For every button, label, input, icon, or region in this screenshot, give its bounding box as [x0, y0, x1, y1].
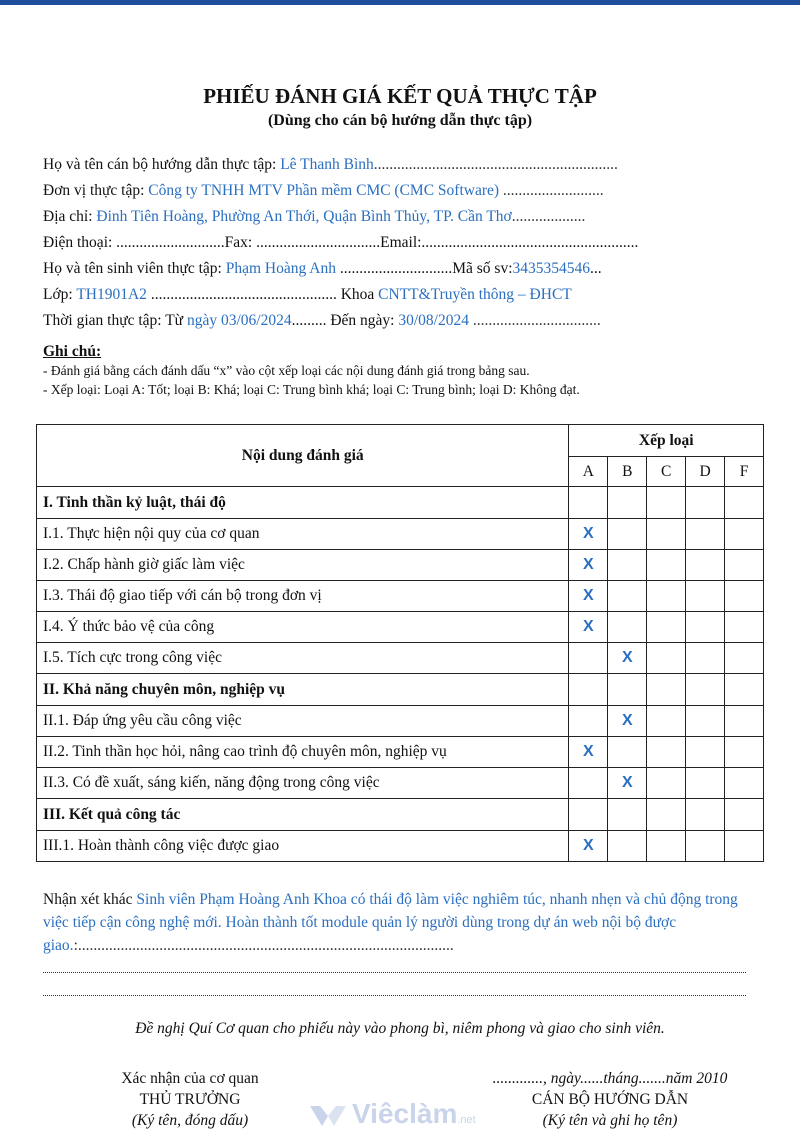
grade-cell-b[interactable]: [608, 831, 647, 862]
criterion-label: III.1. Hoàn thành công việc được giao: [37, 831, 569, 862]
criterion-label: I.1. Thực hiện nội quy của cơ quan: [37, 519, 569, 550]
table-row: [37, 737, 764, 768]
section-cell: [725, 487, 764, 519]
grade-cell-d[interactable]: [686, 706, 725, 737]
section-row: [37, 799, 764, 831]
grade-cell-f[interactable]: [725, 737, 764, 768]
comment-dotted-line: [43, 995, 746, 996]
grade-cell-a[interactable]: X: [569, 519, 608, 550]
address-dots: ...................: [511, 208, 586, 225]
header-content: Nội dung đánh giá: [37, 425, 569, 487]
supervisor-sign-hint: (Ký tên và ghi họ tên): [542, 1112, 678, 1129]
grade-cell-d[interactable]: [686, 581, 725, 612]
class-mid: ................................................ Khoa: [146, 286, 379, 303]
unit-dots: ..........................: [499, 182, 604, 199]
phone-line: Điện thoại: ............................Fax: ................................Email:........................................................: [43, 234, 639, 251]
watermark-suffix: .net: [457, 1114, 476, 1126]
criterion-label: I.4. Ý thức bảo vệ của công: [37, 612, 569, 643]
table-row: [37, 768, 764, 799]
notes-line-2: - Xếp loại: Loại A: Tốt; loại B: Khá; loại C: Trung bình khá; loại C: Trung bình; loại D: Không đạt.: [43, 382, 580, 397]
grade-cell-a[interactable]: X: [569, 581, 608, 612]
time-dots: .................................: [468, 312, 601, 329]
table-row: [37, 550, 764, 581]
grade-cell-b[interactable]: X: [608, 706, 647, 737]
student-id: 3435354546: [512, 260, 591, 277]
grade-cell-b[interactable]: [608, 581, 647, 612]
grade-cell-d[interactable]: [686, 737, 725, 768]
table-row: [37, 519, 764, 550]
grade-cell-f[interactable]: [725, 643, 764, 674]
time-mid: ......... Đến ngày:: [291, 312, 399, 329]
grade-cell-b[interactable]: [608, 612, 647, 643]
grade-cell-a[interactable]: [569, 643, 608, 674]
notes-line-1: - Đánh giá bằng cách đánh dấu “x” vào cột xếp loại các nội dung đánh giá trong bảng sau.: [43, 363, 530, 378]
grade-cell-a[interactable]: X: [569, 612, 608, 643]
criterion-label: I.2. Chấp hành giờ giấc làm việc: [37, 550, 569, 581]
grade-cell-b[interactable]: X: [608, 643, 647, 674]
grade-cell-b[interactable]: X: [608, 768, 647, 799]
time-label: Thời gian thực tập: Từ: [43, 312, 187, 329]
section-cell: [569, 799, 608, 831]
grade-cell-c[interactable]: [647, 831, 686, 862]
student-label: Họ và tên sinh viên thực tập:: [43, 260, 226, 277]
unit-value: Công ty TNHH MTV Phần mềm CMC (CMC Software): [148, 182, 500, 199]
student-dots: ...: [590, 260, 602, 277]
class-label: Lớp:: [43, 286, 77, 303]
grade-cell-a[interactable]: X: [569, 831, 608, 862]
section-cell: [725, 799, 764, 831]
grade-cell-c[interactable]: [647, 737, 686, 768]
grade-cell-c[interactable]: [647, 643, 686, 674]
section-cell: [686, 487, 725, 519]
time-line: [43, 312, 601, 330]
comment-label: Nhận xét khác: [43, 891, 137, 908]
section-cell: [647, 674, 686, 706]
evaluation-table: [36, 424, 764, 862]
table-row: [37, 706, 764, 737]
grade-cell-a[interactable]: X: [569, 550, 608, 581]
grade-cell-f[interactable]: [725, 519, 764, 550]
grade-cell-c[interactable]: [647, 550, 686, 581]
comment-dotted-line: [43, 972, 746, 973]
criterion-label: II.2. Tinh thần học hỏi, nâng cao trình độ chuyên môn, nghiệp vụ: [37, 737, 569, 768]
student-mid: .............................Mã số sv:: [335, 260, 513, 277]
unit-line: [43, 182, 604, 200]
section-cell: [569, 674, 608, 706]
section-cell: [608, 674, 647, 706]
grade-cell-b[interactable]: [608, 519, 647, 550]
grade-cell-d[interactable]: [686, 519, 725, 550]
table-row: [37, 643, 764, 674]
header-grade-group: Xếp loại: [569, 425, 764, 457]
section-cell: [647, 799, 686, 831]
address-line: [43, 208, 585, 226]
watermark-brand: Viêclàm: [352, 1098, 458, 1129]
grade-cell-d[interactable]: [686, 612, 725, 643]
grade-cell-b[interactable]: [608, 550, 647, 581]
grade-cell-c[interactable]: [647, 706, 686, 737]
comment-block: [43, 888, 753, 957]
section-cell: [608, 799, 647, 831]
table-row: [37, 581, 764, 612]
signature-block-supervisor: [455, 1068, 765, 1131]
grade-cell-d[interactable]: [686, 831, 725, 862]
section-cell: [647, 487, 686, 519]
proposal-note: Đề nghị Quí Cơ quan cho phiếu này vào phong bì, niêm phong và giao cho sinh viên.: [135, 1020, 665, 1037]
top-accent-bar: [0, 0, 800, 5]
grade-cell-c[interactable]: [647, 519, 686, 550]
comment-value[interactable]: Sinh viên Phạm Hoàng Anh Khoa có thái độ làm việc nghiêm túc, nhanh nhẹn và chủ động trong việc tiếp cận công nghệ mới. Hoàn thành tốt module quản lý người dùng trong dự án web nội bộ được giao.: [43, 891, 738, 954]
grade-cell-d[interactable]: [686, 550, 725, 581]
criterion-label: II.3. Có đề xuất, sáng kiến, năng động trong công việc: [37, 768, 569, 799]
section-row: [37, 674, 764, 706]
address-value: Đinh Tiên Hoàng, Phường An Thới, Quận Bình Thủy, TP. Cần Thơ: [96, 208, 512, 225]
section-title: I. Tinh thần kỷ luật, thái độ: [37, 487, 569, 519]
signature-block-agency: [80, 1068, 300, 1131]
grade-cell-f[interactable]: [725, 550, 764, 581]
grade-cell-a[interactable]: X: [569, 737, 608, 768]
watermark-logo-icon: [308, 1102, 348, 1130]
grade-header-c: C: [647, 457, 686, 487]
grade-header-b: B: [608, 457, 647, 487]
grade-cell-d[interactable]: [686, 768, 725, 799]
comment-dots: :.................................................................................................: [73, 937, 454, 954]
grade-cell-f[interactable]: [725, 768, 764, 799]
grade-cell-c[interactable]: [647, 612, 686, 643]
grade-cell-f[interactable]: [725, 831, 764, 862]
notes-title: Ghi chú:: [43, 343, 102, 360]
agency-head-title: THỦ TRƯỞNG: [139, 1091, 241, 1108]
grade-cell-a[interactable]: [569, 768, 608, 799]
section-cell: [569, 487, 608, 519]
page-title: PHIẾU ĐÁNH GIÁ KẾT QUẢ THỰC TẬP: [203, 84, 597, 108]
section-cell: [686, 674, 725, 706]
unit-label: Đơn vị thực tập:: [43, 182, 149, 199]
grade-cell-f[interactable]: [725, 612, 764, 643]
grade-cell-b[interactable]: [608, 737, 647, 768]
agency-sign-hint: (Ký tên, đóng dấu): [131, 1112, 249, 1129]
criterion-label: II.1. Đáp ứng yêu cầu công việc: [37, 706, 569, 737]
class-line: [43, 286, 572, 304]
criterion-label: I.5. Tích cực trong công việc: [37, 643, 569, 674]
grade-header-a: A: [569, 457, 608, 487]
section-title: II. Khả năng chuyên môn, nghiệp vụ: [37, 674, 569, 706]
grade-cell-c[interactable]: [647, 768, 686, 799]
time-to: 30/08/2024: [398, 312, 469, 329]
student-value: Phạm Hoàng Anh: [225, 260, 336, 277]
watermark: [352, 1098, 476, 1130]
grade-header-d: D: [686, 457, 725, 487]
faculty-value: CNTT&Truyền thông – ĐHCT: [378, 286, 572, 303]
grade-cell-f[interactable]: [725, 581, 764, 612]
section-cell: [725, 674, 764, 706]
section-row: [37, 487, 764, 519]
grade-header-f: F: [725, 457, 764, 487]
table-row: [37, 612, 764, 643]
grade-cell-c[interactable]: [647, 581, 686, 612]
class-value: TH1901A2: [76, 286, 147, 303]
grade-cell-f[interactable]: [725, 706, 764, 737]
agency-confirm-label: Xác nhận của cơ quan: [121, 1070, 259, 1087]
address-label: Địa chỉ:: [43, 208, 97, 225]
supervisor-value: Lê Thanh Bình: [280, 156, 374, 173]
page-subtitle: (Dùng cho cán bộ hướng dẫn thực tập): [267, 112, 533, 129]
time-from: ngày 03/06/2024: [186, 312, 292, 329]
supervisor-dots: ...............................................................: [373, 156, 618, 173]
student-line: [43, 260, 602, 278]
grade-cell-d[interactable]: [686, 643, 725, 674]
section-cell: [686, 799, 725, 831]
supervisor-label: Họ và tên cán bộ hướng dẫn thực tập:: [43, 156, 281, 173]
grade-cell-a[interactable]: [569, 706, 608, 737]
section-title: III. Kết quả công tác: [37, 799, 569, 831]
table-row: [37, 831, 764, 862]
criterion-label: I.3. Thái độ giao tiếp với cán bộ trong đơn vị: [37, 581, 569, 612]
date-line: ............., ngày......tháng.......năm 2010: [492, 1070, 728, 1087]
supervisor-line: [43, 156, 618, 174]
supervisor-title: CÁN BỘ HƯỚNG DẪN: [531, 1091, 689, 1108]
section-cell: [608, 487, 647, 519]
